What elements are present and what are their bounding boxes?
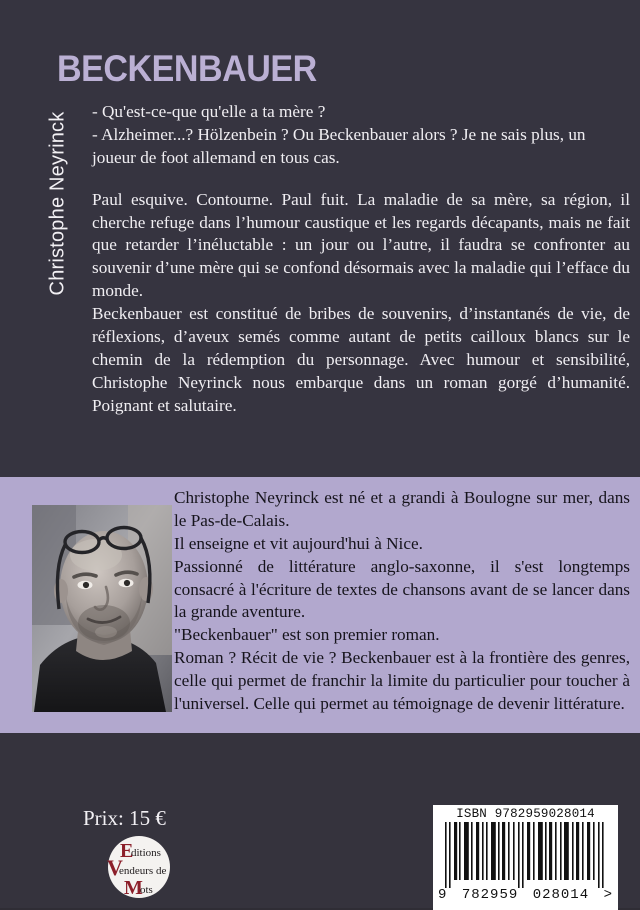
svg-text:V: V [107,855,123,880]
author-name-spine: Christophe Neyrinck [46,111,69,296]
barcode-digit-group-1: 782959 [461,887,519,903]
blurb-paragraph-1: Paul esquive. Contourne. Paul fuit. La maladie de sa mère, sa région, il cherche refuge dans l’humour caustique et les regards décapants, mais ne fait que retarder l’inéluctable : un jour ou l’autre, il faudra se confronter au souvenir d’une mère qui se confond désormais avec la maladie qui l’efface du monde. [92,189,630,301]
cover-bottom-panel [0,733,640,908]
biography-band [0,477,640,733]
publisher-logo [102,830,176,904]
bio-line-3: Passionné de littérature anglo-saxonne, il s'est longtemps consacré à l'écriture de textes de chansons avant de se lancer dans la grande aventure. [174,556,630,622]
blurb-block [92,101,630,417]
author-photo [32,505,172,712]
svg-text:endeurs de: endeurs de [119,865,167,877]
isbn-caption: ISBN 9782959028014 [456,807,595,821]
barcode-bars-graphic [443,822,609,888]
barcode-digits [433,887,618,903]
bio-line-4: "Beckenbauer" est son premier roman. [174,625,440,645]
price-label: Prix: 15 € [83,806,166,830]
svg-text:ditions: ditions [131,847,161,859]
blurb-paragraph-2: Beckenbauer est constitué de bribes de souvenirs, d’instantanés de vie, de réflexions, d’aveux semés comme autant de petits cailloux blancs sur le chemin de la rédemption du personnage. Avec humour et sensibilité, Christophe Neyrinck nous embarque dans un roman gorgé d’humanité. Poignant et salutaire. [92,304,630,415]
book-title: BECKENBAUER [57,48,317,89]
svg-text:ots: ots [140,884,153,896]
svg-text:M: M [124,877,143,899]
bio-line-2: Il enseigne et vit aujourd'hui à Nice. [174,533,423,553]
barcode-digit-left: 9 [438,887,448,903]
barcode-bars [443,822,609,888]
barcode-digit-group-2: 028014 [532,887,590,903]
blurb-dialogue-line-1: - Qu'est-ce-que qu'elle a ta mère ? [92,102,326,121]
svg-text:E: E [120,840,134,862]
blurb-dialogue-line-2: - Alzheimer...? Hölzenbein ? Ou Beckenbauer alors ? Je ne sais plus, un joueur de foot allemand en tous cas. [92,124,586,167]
bio-line-5: Roman ? Récit de vie ? Beckenbauer est à la frontière des genres, celle qui permet de franchir la limite du particulier pour toucher à l'universel. Celle qui permet au témoignage de devenir littérature. [174,648,630,713]
barcode-digit-right: > [603,887,613,903]
author-portrait-graphic [32,505,172,712]
publisher-logo-graphic [102,830,176,904]
bio-line-1: Christophe Neyrinck est né et a grandi à Boulogne sur mer, dans le Pas-de-Calais. [174,488,630,530]
biography-text-block [174,487,630,716]
barcode-block [433,805,618,910]
